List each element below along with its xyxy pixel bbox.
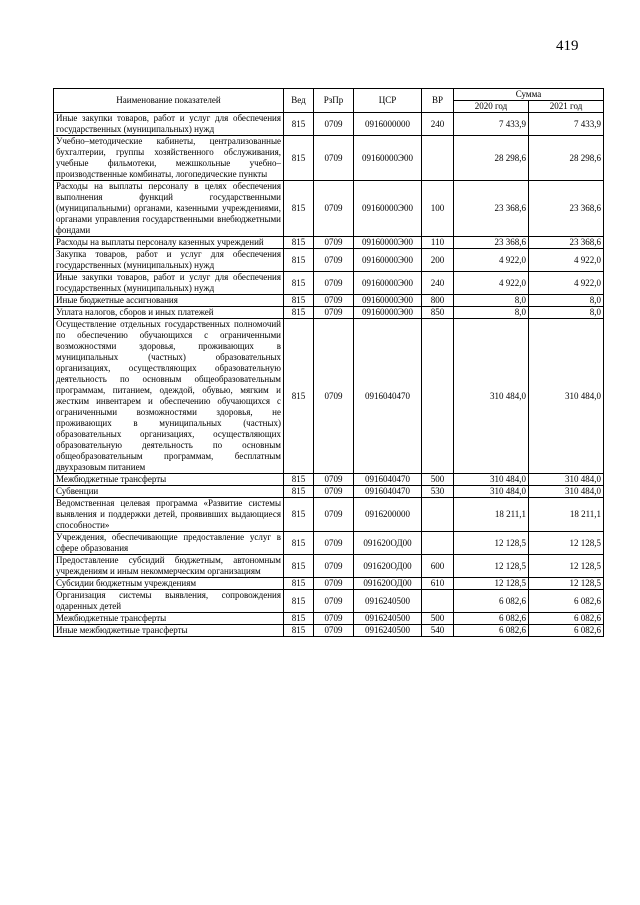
row-sum-2021: 310 484,0 [529, 474, 604, 486]
row-ved: 815 [284, 578, 314, 590]
row-name: Расходы на выплаты персоналу казенных учреждений [54, 237, 284, 249]
row-sum-2020: 6 082,6 [454, 590, 529, 613]
row-ved: 815 [284, 237, 314, 249]
header-2020: 2020 год [454, 101, 529, 113]
row-csr: 0916040470 [354, 319, 422, 474]
row-name: Иные закупки товаров, работ и услуг для обеспечения государственных (муниципальных) нужд [54, 113, 284, 136]
row-csr: 0916040470 [354, 486, 422, 498]
table-row [54, 272, 604, 295]
row-vr: 240 [422, 272, 454, 295]
row-vr: 530 [422, 486, 454, 498]
row-ved: 815 [284, 113, 314, 136]
table-row [54, 613, 604, 625]
row-name: Учебно–методические кабинеты, централизованные бухгалтерии, группы хозяйственного обслуживания, учебные фильмотеки, межшкольные учебно–производственные комбинаты, логопедические пункты [54, 136, 284, 181]
row-rzpr: 0709 [314, 555, 354, 578]
row-sum-2021: 18 211,1 [529, 498, 604, 532]
row-ved: 815 [284, 555, 314, 578]
table-row [54, 181, 604, 237]
header-sum: Сумма [454, 89, 604, 101]
row-csr: 09160000Э00 [354, 295, 422, 307]
row-rzpr: 0709 [314, 498, 354, 532]
table-row [54, 486, 604, 498]
row-csr: 091620ОД00 [354, 555, 422, 578]
row-csr: 091620ОД00 [354, 578, 422, 590]
row-ved: 815 [284, 474, 314, 486]
row-csr: 09160000Э00 [354, 237, 422, 249]
header-ved: Вед [284, 89, 314, 113]
row-name: Межбюджетные трансферты [54, 613, 284, 625]
row-rzpr: 0709 [314, 181, 354, 237]
header-2021: 2021 год [529, 101, 604, 113]
row-vr: 240 [422, 113, 454, 136]
row-sum-2020: 4 922,0 [454, 272, 529, 295]
row-vr: 500 [422, 474, 454, 486]
row-name: Иные бюджетные ассигнования [54, 295, 284, 307]
row-csr: 09160000Э00 [354, 272, 422, 295]
table-row [54, 578, 604, 590]
table-row [54, 625, 604, 637]
row-name: Закупка товаров, работ и услуг для обеспечения государственных (муниципальных) нужд [54, 249, 284, 272]
row-rzpr: 0709 [314, 136, 354, 181]
row-ved: 815 [284, 486, 314, 498]
table-row [54, 136, 604, 181]
row-csr: 09160000Э00 [354, 136, 422, 181]
table-row [54, 498, 604, 532]
row-sum-2021: 4 922,0 [529, 272, 604, 295]
row-sum-2020: 8,0 [454, 307, 529, 319]
row-rzpr: 0709 [314, 272, 354, 295]
row-vr: 600 [422, 555, 454, 578]
row-name: Уплата налогов, сборов и иных платежей [54, 307, 284, 319]
row-sum-2021: 12 128,5 [529, 555, 604, 578]
row-sum-2020: 6 082,6 [454, 625, 529, 637]
row-ved: 815 [284, 613, 314, 625]
row-vr [422, 136, 454, 181]
header-name: Наименование показателей [54, 89, 284, 113]
row-rzpr: 0709 [314, 486, 354, 498]
row-ved: 815 [284, 295, 314, 307]
row-sum-2020: 310 484,0 [454, 474, 529, 486]
row-sum-2020: 23 368,6 [454, 237, 529, 249]
row-vr [422, 532, 454, 555]
row-sum-2021: 28 298,6 [529, 136, 604, 181]
row-sum-2021: 7 433,9 [529, 113, 604, 136]
row-rzpr: 0709 [314, 532, 354, 555]
table-row [54, 295, 604, 307]
row-vr: 610 [422, 578, 454, 590]
row-vr [422, 590, 454, 613]
table-row [54, 237, 604, 249]
row-ved: 815 [284, 319, 314, 474]
table-row [54, 532, 604, 555]
row-csr: 09160000Э00 [354, 307, 422, 319]
row-sum-2021: 12 128,5 [529, 578, 604, 590]
table-row [54, 307, 604, 319]
row-name: Учреждения, обеспечивающие предоставление услуг в сфере образования [54, 532, 284, 555]
row-sum-2020: 4 922,0 [454, 249, 529, 272]
row-rzpr: 0709 [314, 474, 354, 486]
row-sum-2021: 12 128,5 [529, 532, 604, 555]
row-sum-2020: 310 484,0 [454, 486, 529, 498]
row-ved: 815 [284, 625, 314, 637]
table-row [54, 319, 604, 474]
row-sum-2021: 310 484,0 [529, 486, 604, 498]
row-vr: 110 [422, 237, 454, 249]
row-sum-2020: 12 128,5 [454, 532, 529, 555]
row-ved: 815 [284, 272, 314, 295]
row-sum-2020: 28 298,6 [454, 136, 529, 181]
header-rzpr: РзПр [314, 89, 354, 113]
row-sum-2021: 23 368,6 [529, 237, 604, 249]
row-name: Субсидии бюджетным учреждениям [54, 578, 284, 590]
row-rzpr: 0709 [314, 307, 354, 319]
row-name: Расходы на выплаты персоналу в целях обеспечения выполнения функций государственными (муниципальными) органами, казенными учреждениями, органами управления государственными внебюджетными фондами [54, 181, 284, 237]
row-name: Межбюджетные трансферты [54, 474, 284, 486]
row-csr: 0916240500 [354, 613, 422, 625]
row-sum-2021: 23 368,6 [529, 181, 604, 237]
row-sum-2021: 6 082,6 [529, 625, 604, 637]
row-csr: 09160000Э00 [354, 181, 422, 237]
row-sum-2020: 12 128,5 [454, 555, 529, 578]
row-rzpr: 0709 [314, 613, 354, 625]
row-rzpr: 0709 [314, 590, 354, 613]
row-vr: 200 [422, 249, 454, 272]
row-rzpr: 0709 [314, 249, 354, 272]
header-csr: ЦСР [354, 89, 422, 113]
row-vr: 540 [422, 625, 454, 637]
row-ved: 815 [284, 136, 314, 181]
row-sum-2020: 12 128,5 [454, 578, 529, 590]
row-sum-2021: 8,0 [529, 295, 604, 307]
row-ved: 815 [284, 532, 314, 555]
row-name: Иные закупки товаров, работ и услуг для обеспечения государственных (муниципальных) нужд [54, 272, 284, 295]
row-csr: 09160000Э00 [354, 249, 422, 272]
row-rzpr: 0709 [314, 319, 354, 474]
table-row [54, 555, 604, 578]
budget-table [53, 88, 604, 637]
row-name: Предоставление субсидий бюджетным, автономным учреждениям и иным некоммерческим организациям [54, 555, 284, 578]
row-csr: 0916240500 [354, 590, 422, 613]
row-vr: 800 [422, 295, 454, 307]
row-sum-2020: 6 082,6 [454, 613, 529, 625]
row-ved: 815 [284, 307, 314, 319]
row-name: Иные межбюджетные трансферты [54, 625, 284, 637]
row-vr [422, 319, 454, 474]
page-number: 419 [556, 38, 579, 54]
row-sum-2021: 6 082,6 [529, 613, 604, 625]
row-name: Осуществление отдельных государственных полномочий по обеспечению обучающихся с ограниченными возможностями здоровья, проживающих в муниципальных (частных) образовательных организациях, осуществляющих образовательную деятельность по основным общеобразовательным программам, питанием, одеждой, обувью, мягким и жестким инвентарем и обеспечению обучающихся с ограниченными возможностями здоровья, не проживающих в муниципальных (частных) образовательных организациях, осуществляющих образовательную деятельность по основным общеобразовательным программам, бесплатным двухразовым питанием [54, 319, 284, 474]
table-row [54, 474, 604, 486]
row-ved: 815 [284, 249, 314, 272]
row-vr: 500 [422, 613, 454, 625]
row-vr [422, 498, 454, 532]
row-sum-2020: 18 211,1 [454, 498, 529, 532]
row-rzpr: 0709 [314, 578, 354, 590]
header-vr: ВР [422, 89, 454, 113]
row-sum-2021: 310 484,0 [529, 319, 604, 474]
row-csr: 0916200000 [354, 498, 422, 532]
row-sum-2021: 6 082,6 [529, 590, 604, 613]
row-ved: 815 [284, 181, 314, 237]
row-sum-2020: 310 484,0 [454, 319, 529, 474]
table-row [54, 113, 604, 136]
row-name: Организация системы выявления, сопровождения одаренных детей [54, 590, 284, 613]
table-row [54, 590, 604, 613]
row-vr: 850 [422, 307, 454, 319]
row-vr: 100 [422, 181, 454, 237]
row-ved: 815 [284, 498, 314, 532]
table-row [54, 249, 604, 272]
row-name: Ведомственная целевая программа «Развитие системы выявления и поддержки детей, проявивших выдающиеся способности» [54, 498, 284, 532]
row-csr: 091620ОД00 [354, 532, 422, 555]
row-sum-2021: 8,0 [529, 307, 604, 319]
row-rzpr: 0709 [314, 237, 354, 249]
row-sum-2020: 8,0 [454, 295, 529, 307]
row-ved: 815 [284, 590, 314, 613]
row-rzpr: 0709 [314, 295, 354, 307]
row-csr: 0916040470 [354, 474, 422, 486]
row-rzpr: 0709 [314, 625, 354, 637]
row-sum-2021: 4 922,0 [529, 249, 604, 272]
row-csr: 0916000000 [354, 113, 422, 136]
row-rzpr: 0709 [314, 113, 354, 136]
row-sum-2020: 23 368,6 [454, 181, 529, 237]
row-sum-2020: 7 433,9 [454, 113, 529, 136]
row-name: Субвенции [54, 486, 284, 498]
table-body [54, 113, 604, 637]
row-csr: 0916240500 [354, 625, 422, 637]
